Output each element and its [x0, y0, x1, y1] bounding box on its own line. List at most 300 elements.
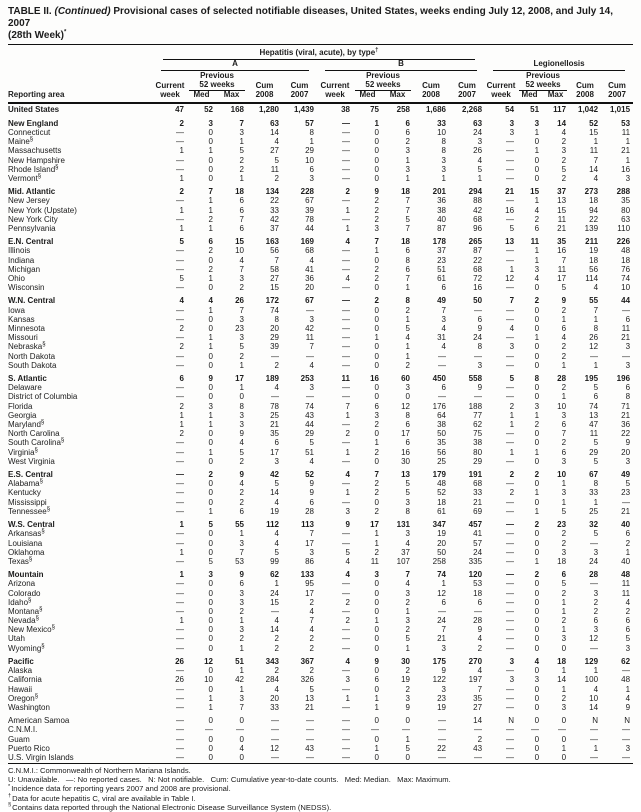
value-cell: —	[271, 734, 279, 744]
value-cell: 2	[593, 606, 599, 616]
value-cell: —	[176, 479, 184, 489]
table-row	[8, 530, 633, 539]
value-cell: 44	[305, 420, 314, 430]
value-cell: 0	[534, 342, 540, 352]
table-row	[8, 694, 633, 703]
value-cell: 5	[405, 634, 410, 644]
value-cell: 0	[534, 547, 540, 557]
value-cell: 22	[589, 214, 599, 224]
value-cell: 0	[374, 305, 379, 315]
value-cell: 21	[557, 223, 567, 233]
value-cell: 29	[473, 456, 483, 466]
title-line-1	[8, 6, 633, 30]
value-cell: 10	[557, 401, 567, 411]
value-cell: 2	[239, 634, 244, 644]
table-row	[8, 306, 633, 315]
value-cell: 0	[374, 324, 379, 334]
value-cell: 28	[305, 506, 314, 516]
value-cell: 74	[589, 401, 599, 411]
reporting-area-name: Tennessee	[8, 506, 47, 516]
value-cell: 29	[305, 429, 314, 439]
value-cell: 9	[309, 479, 314, 489]
value-cell: 2	[405, 305, 410, 315]
value-cell: 1	[374, 702, 379, 712]
value-cell: 1	[179, 173, 184, 183]
value-cell: 6	[561, 324, 567, 334]
table-row	[8, 103, 633, 115]
value-cell: 1	[561, 684, 567, 694]
value-cell: 14	[473, 716, 483, 726]
value-cell: 7	[239, 264, 244, 274]
value-cell: 3	[441, 155, 446, 165]
value-cell: 25	[270, 410, 279, 420]
value-cell: 21	[621, 410, 631, 420]
value-cell: 4	[309, 456, 314, 466]
reporting-area-cell	[8, 626, 153, 635]
reporting-area-name: Ohio	[8, 274, 25, 283]
value-cell: 4	[405, 538, 410, 548]
value-cell: 2	[345, 597, 350, 607]
value-cell: 69	[473, 506, 483, 516]
value-cell: 1	[593, 666, 599, 676]
value-cell: 44	[621, 296, 631, 306]
value-cell: 24	[589, 556, 599, 566]
value-cell: 4	[625, 597, 631, 607]
value-cell: —	[622, 497, 631, 507]
value-cell: 28	[589, 570, 599, 580]
value-cell: 75	[473, 429, 483, 439]
value-cell: —	[342, 392, 350, 402]
value-cell: 61	[437, 274, 446, 283]
value-cell: —	[205, 725, 213, 735]
value-cell: 4	[345, 274, 350, 283]
value-cell: —	[506, 137, 515, 147]
value-cell: —	[306, 725, 314, 735]
value-cell: 2	[561, 305, 567, 315]
value-cell: 288	[616, 187, 631, 197]
value-cell: 1	[179, 146, 184, 156]
value-cell: 139	[584, 223, 599, 233]
value-cell: 48	[621, 246, 631, 256]
value-cell: —	[342, 634, 350, 644]
value-cell: 33	[589, 488, 599, 498]
value-cell: —	[506, 634, 515, 644]
value-cell: 5	[239, 146, 244, 156]
value-cell: 47	[175, 105, 184, 115]
value-cell: 9	[239, 470, 244, 480]
value-cell: 5	[509, 374, 515, 384]
table-body	[8, 103, 633, 763]
value-cell: —	[506, 351, 515, 361]
value-cell: 1	[561, 597, 567, 607]
value-cell: —	[438, 752, 446, 762]
value-cell: 4	[593, 173, 599, 183]
value-cell: 38	[341, 105, 350, 115]
table-row	[8, 225, 633, 234]
value-cell: 0	[208, 588, 213, 598]
value-cell: 15	[270, 283, 279, 293]
value-cell: —	[506, 196, 515, 206]
value-cell: 0	[374, 383, 379, 393]
value-cell: 3	[405, 616, 410, 626]
table-row	[8, 315, 633, 324]
reporting-area-name: Utah	[8, 634, 25, 644]
value-cell: —	[506, 702, 515, 712]
reporting-area-cell	[8, 567, 153, 580]
table-row	[8, 457, 633, 466]
value-cell: —	[506, 506, 515, 516]
value-cell: 1	[208, 410, 213, 420]
value-cell: 5	[345, 547, 350, 557]
value-cell: 58	[270, 264, 279, 274]
reporting-area-name: Rhode Island	[8, 164, 56, 174]
value-cell: 38	[473, 438, 483, 448]
value-cell: 258	[432, 556, 446, 566]
value-cell: 0	[374, 634, 379, 644]
value-cell: 18	[437, 497, 446, 507]
reporting-area-name: Mississippi	[8, 497, 47, 507]
value-cell: 6	[405, 438, 410, 448]
value-cell: —	[271, 752, 279, 762]
value-cell: 3	[477, 137, 483, 147]
weeks-52-label: 52 weeks	[353, 80, 413, 91]
value-cell: 1	[534, 506, 540, 516]
value-cell: 3	[374, 570, 379, 580]
value-cell: —	[342, 643, 350, 653]
value-cell: 2	[179, 401, 184, 411]
value-cell: 1	[441, 579, 446, 589]
value-cell: 5	[274, 479, 279, 489]
value-cell: 43	[305, 743, 314, 753]
value-cell: —	[506, 529, 515, 539]
value-cell: 253	[300, 374, 314, 384]
value-cell: 0	[208, 684, 213, 694]
value-cell: 6	[208, 237, 213, 247]
reporting-area-name: Alaska	[8, 666, 33, 676]
med-label: Med	[353, 91, 382, 103]
value-cell: 5	[509, 223, 515, 233]
value-cell: 4	[309, 360, 314, 370]
value-cell: 1	[534, 410, 540, 420]
value-cell: 63	[621, 214, 631, 224]
value-cell: 3	[561, 456, 567, 466]
value-cell: 0	[534, 588, 540, 598]
value-cell: 195	[584, 374, 599, 384]
previous-label: Previous	[200, 70, 234, 80]
value-cell: 17	[235, 374, 244, 384]
value-cell: 4	[345, 470, 350, 480]
value-cell: —	[506, 547, 515, 557]
value-cell: 87	[437, 223, 446, 233]
value-cell: 33	[437, 118, 446, 128]
value-cell: —	[506, 556, 515, 566]
value-cell: 11	[270, 164, 279, 174]
value-cell: 8	[405, 410, 410, 420]
value-cell: 62	[473, 420, 483, 430]
value-cell: 3	[509, 342, 515, 352]
value-cell: 6	[625, 529, 631, 539]
value-cell: 0	[534, 392, 540, 402]
value-cell: 95	[305, 579, 314, 589]
value-cell: 100	[584, 675, 599, 685]
value-cell: 3	[239, 538, 244, 548]
value-cell: 1	[374, 538, 379, 548]
value-cell: 0	[208, 625, 213, 635]
value-cell: 43	[473, 743, 483, 753]
value-cell: 9	[441, 666, 446, 676]
value-cell: 37	[557, 187, 567, 197]
value-cell: 4	[477, 634, 483, 644]
reporting-area-name: U.S. Virgin Islands	[8, 752, 74, 762]
value-cell: 0	[534, 606, 540, 616]
value-cell: 27	[270, 146, 279, 156]
header-spacer	[247, 71, 282, 81]
value-cell: 25	[589, 506, 599, 516]
value-cell: —	[342, 127, 350, 137]
value-cell: 21	[270, 420, 279, 430]
value-cell: 8	[441, 146, 446, 156]
value-cell: 6	[405, 264, 410, 274]
value-cell: —	[506, 752, 515, 762]
value-cell: 0	[208, 392, 213, 402]
value-cell: 1	[405, 734, 410, 744]
value-cell: 9	[239, 429, 244, 439]
value-cell: N	[508, 716, 515, 726]
value-cell: 0	[534, 597, 540, 607]
value-cell: 74	[305, 401, 314, 411]
value-cell: 36	[621, 420, 631, 430]
value-cell: —	[342, 716, 350, 726]
value-cell: 74	[437, 570, 446, 580]
value-cell: 3	[509, 656, 515, 666]
value-cell: 30	[401, 456, 410, 466]
table-row	[8, 147, 633, 156]
value-cell: 0	[208, 716, 213, 726]
value-cell: 2	[239, 155, 244, 165]
header-previous-row	[8, 71, 633, 81]
value-cell: —	[474, 305, 483, 315]
value-cell: 8	[405, 296, 410, 306]
surveillance-table	[8, 47, 633, 763]
value-cell: 5	[309, 684, 314, 694]
value-cell: 7	[374, 237, 379, 247]
value-cell: 3	[593, 588, 599, 598]
value-cell: —	[342, 196, 350, 206]
table-row	[8, 334, 633, 343]
value-cell: 0	[405, 392, 410, 402]
value-cell: 1	[345, 223, 350, 233]
value-cell: 2	[374, 479, 379, 489]
value-cell: 40	[437, 214, 446, 224]
value-cell: 50	[437, 429, 446, 439]
value-cell: 9	[374, 656, 379, 666]
value-cell: 1	[477, 173, 483, 183]
title-footnote-marker: *	[63, 29, 67, 36]
value-cell: 4	[625, 693, 631, 703]
value-cell: 457	[468, 520, 483, 530]
reporting-area-name: Mid. Atlantic	[8, 187, 56, 197]
value-cell: 1	[208, 693, 213, 703]
value-cell: 37	[270, 223, 279, 233]
value-cell: 22	[270, 196, 279, 206]
value-cell: 6	[593, 616, 599, 626]
value-cell: 4	[274, 538, 279, 548]
value-cell: 0	[374, 456, 379, 466]
value-cell: 2	[309, 643, 314, 653]
value-cell: 6	[179, 374, 184, 384]
value-cell: 1,015	[610, 105, 631, 115]
value-cell: 163	[265, 237, 279, 247]
value-cell: 74	[621, 274, 631, 283]
value-cell: 2	[239, 488, 244, 498]
value-cell: 5	[239, 342, 244, 352]
reporting-area-name: Delaware	[8, 383, 42, 393]
value-cell: 1	[374, 246, 379, 256]
reporting-area-name: Oregon	[8, 693, 35, 703]
value-cell: —	[590, 538, 599, 548]
value-cell: 270	[468, 656, 483, 666]
value-cell: 2	[561, 616, 567, 626]
value-cell: 88	[473, 196, 483, 206]
table-row	[8, 393, 633, 402]
table-row	[8, 480, 633, 489]
value-cell: 1	[239, 360, 244, 370]
value-cell: —	[342, 438, 350, 448]
value-cell: 53	[621, 118, 631, 128]
value-cell: 1	[534, 146, 540, 156]
year-2007-label: 2007	[449, 91, 485, 103]
value-cell: 0	[561, 752, 567, 762]
value-cell: —	[506, 146, 515, 156]
value-cell: 18	[557, 656, 567, 666]
value-cell: 51	[235, 656, 244, 666]
value-cell: 30	[401, 656, 410, 666]
value-cell: 6	[274, 438, 279, 448]
cum-label: Cum	[290, 81, 309, 91]
value-cell: 3	[208, 118, 213, 128]
value-cell: 78	[270, 401, 279, 411]
value-cell: 35	[437, 438, 446, 448]
value-cell: 1	[534, 127, 540, 137]
table-row	[8, 589, 633, 598]
cum-label: Cum	[458, 81, 476, 91]
value-cell: 43	[305, 410, 314, 420]
value-cell: 2	[561, 173, 567, 183]
value-cell: —	[271, 351, 279, 361]
value-cell: 1	[345, 410, 350, 420]
value-cell: 367	[300, 656, 314, 666]
reporting-area-cell	[8, 517, 153, 530]
value-cell: 1	[239, 383, 244, 393]
value-cell: 3	[625, 360, 631, 370]
value-cell: 11	[589, 146, 599, 156]
value-cell: 3	[441, 164, 446, 174]
value-cell: 3	[561, 547, 567, 557]
value-cell: —	[506, 305, 515, 315]
header-spacer	[569, 71, 601, 81]
value-cell: 4	[239, 479, 244, 489]
value-cell: 39	[305, 205, 314, 215]
value-cell: 0	[208, 734, 213, 744]
value-cell: 1,439	[293, 105, 314, 115]
value-cell: 3	[561, 634, 567, 644]
value-cell: 7	[374, 470, 379, 480]
value-cell: 1	[405, 314, 410, 324]
value-cell: —	[176, 506, 184, 516]
value-cell: 0	[374, 392, 379, 402]
value-cell: 26	[235, 296, 244, 306]
value-cell: 0	[374, 342, 379, 352]
value-cell: —	[176, 743, 184, 753]
value-cell: 12	[505, 274, 515, 283]
value-cell: 1	[309, 137, 314, 147]
value-cell: 2	[345, 429, 350, 439]
header-spacer	[153, 71, 187, 81]
value-cell: 27	[473, 702, 483, 712]
value-cell: 0	[208, 666, 213, 676]
value-cell: 2	[561, 538, 567, 548]
value-cell: 0	[374, 579, 379, 589]
value-cell: 7	[441, 625, 446, 635]
value-cell: 14	[589, 164, 599, 174]
value-cell: 2	[625, 538, 631, 548]
value-cell: 14	[270, 127, 279, 137]
value-cell: —	[176, 283, 184, 293]
table-row	[8, 284, 633, 293]
value-cell: 4	[274, 383, 279, 393]
value-cell: 0	[208, 488, 213, 498]
table-title	[8, 6, 633, 45]
value-cell: 74	[270, 305, 279, 315]
value-cell: —	[506, 643, 515, 653]
value-cell: —	[558, 725, 567, 735]
value-cell: 0	[208, 137, 213, 147]
value-cell: —	[622, 305, 631, 315]
value-cell: 120	[468, 570, 483, 580]
value-cell: 47	[589, 420, 599, 430]
value-cell: 0	[534, 137, 540, 147]
value-cell: 1	[179, 205, 184, 215]
value-cell: —	[176, 684, 184, 694]
value-cell: 3	[345, 506, 350, 516]
value-cell: 0	[208, 429, 213, 439]
value-cell: —	[474, 725, 483, 735]
value-cell: 6	[405, 420, 410, 430]
value-cell: 15	[589, 127, 599, 137]
value-cell: 3	[239, 333, 244, 343]
value-cell: 1	[208, 420, 213, 430]
value-cell: 0	[534, 438, 540, 448]
value-cell: 1,686	[425, 105, 446, 115]
value-cell: 6	[239, 579, 244, 589]
value-cell: 0	[561, 716, 567, 726]
value-cell: 3	[561, 146, 567, 156]
value-cell: 1	[239, 173, 244, 183]
reporting-area-name: Arizona	[8, 579, 36, 589]
value-cell: —	[342, 538, 350, 548]
value-cell: 23	[437, 255, 446, 265]
value-cell: 3	[208, 401, 213, 411]
value-cell: 17	[305, 588, 314, 598]
value-cell: 5	[179, 274, 184, 283]
value-cell: —	[176, 137, 184, 147]
value-cell: 1	[239, 684, 244, 694]
value-cell: —	[342, 137, 350, 147]
value-cell: 25	[437, 456, 446, 466]
value-cell: 294	[468, 187, 483, 197]
value-cell: —	[342, 314, 350, 324]
value-cell: 1,042	[578, 105, 599, 115]
